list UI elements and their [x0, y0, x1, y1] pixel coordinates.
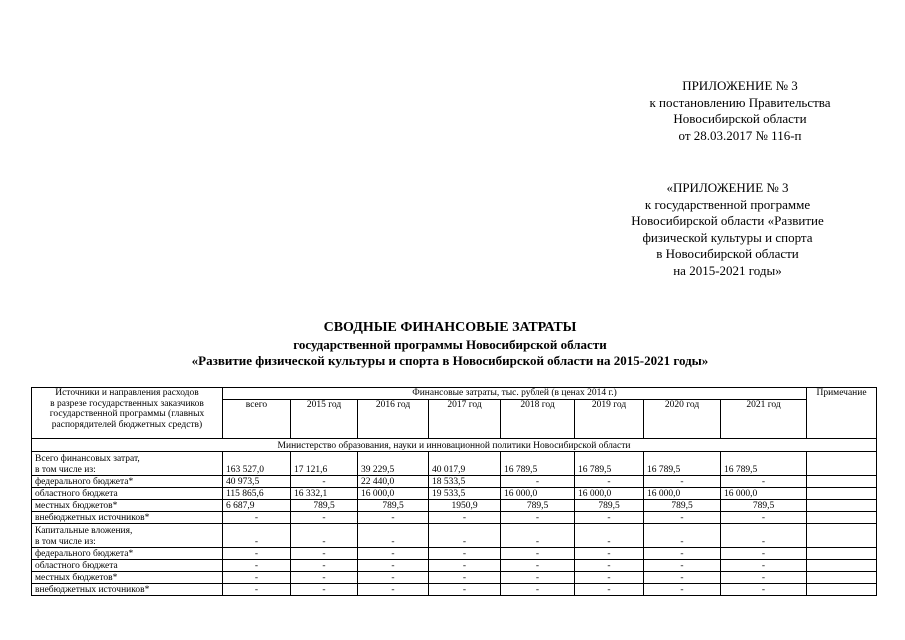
row-label-line: Капитальные вложения, [35, 526, 133, 536]
year-column-header: 2021 год [721, 400, 807, 439]
value-cell: 789,5 [291, 500, 358, 512]
financial-costs-table [31, 387, 877, 596]
source-header-line: государственной программы (главных [49, 409, 205, 419]
table-row [32, 584, 877, 596]
row-label: областного бюджета [32, 488, 223, 500]
value-cell: - [644, 560, 721, 572]
value-cell: - [575, 584, 644, 596]
value-cell: - [575, 476, 644, 488]
value-cell: - [223, 524, 291, 548]
value-cell: - [291, 512, 358, 524]
value-cell: - [721, 548, 807, 560]
section-header-row [32, 439, 877, 452]
table-row [32, 560, 877, 572]
value-cell: 17 121,6 [291, 452, 358, 476]
value-cell: - [291, 584, 358, 596]
value-cell: 789,5 [575, 500, 644, 512]
appendix-1-line: ПРИЛОЖЕНИЕ № 3 [682, 78, 798, 93]
year-column-header: 2017 год [429, 400, 501, 439]
value-cell: 16 000,0 [575, 488, 644, 500]
value-cell: - [575, 560, 644, 572]
note-header-cell: Примечание [807, 388, 877, 439]
value-cell: - [223, 572, 291, 584]
value-cell: - [644, 572, 721, 584]
appendix-1-header [620, 78, 860, 144]
note-cell [807, 548, 877, 560]
value-cell: - [644, 476, 721, 488]
year-column-header: 2018 год [501, 400, 575, 439]
row-label: внебюджетных источников* [32, 584, 223, 596]
value-cell: - [721, 560, 807, 572]
row-label: федерального бюджета* [32, 476, 223, 488]
source-header-line: распорядителей бюджетных средств) [51, 419, 203, 430]
value-cell: - [575, 524, 644, 548]
value-cell: - [644, 548, 721, 560]
note-cell [807, 524, 877, 548]
row-label: местных бюджетов* [32, 572, 223, 584]
row-label: областного бюджета [32, 560, 223, 572]
value-cell: - [358, 512, 429, 524]
value-cell: - [429, 512, 501, 524]
value-cell: - [501, 476, 575, 488]
table-row [32, 548, 877, 560]
value-cell: - [644, 524, 721, 548]
table-row [32, 488, 877, 500]
table-row [32, 572, 877, 584]
note-cell [807, 488, 877, 500]
value-cell: - [429, 560, 501, 572]
value-cell: 16 789,5 [644, 452, 721, 476]
value-cell: - [291, 476, 358, 488]
source-header-cell [32, 388, 223, 439]
value-cell: - [223, 584, 291, 596]
row-label-line: в том числе из: [35, 536, 96, 547]
value-cell: 163 527,0 [223, 452, 291, 476]
appendix-1-line: Новосибирской области [673, 111, 807, 126]
value-cell: - [501, 548, 575, 560]
value-cell: 16 000,0 [358, 488, 429, 500]
value-cell: - [501, 512, 575, 524]
value-cell: - [575, 572, 644, 584]
year-column-header: 2016 год [358, 400, 429, 439]
value-cell: - [721, 476, 807, 488]
appendix-2-line: «ПРИЛОЖЕНИЕ № 3 [666, 180, 789, 195]
value-cell: - [501, 524, 575, 548]
value-cell: - [291, 548, 358, 560]
value-cell: - [644, 584, 721, 596]
source-header-line: в разрезе государственных заказчиков [50, 398, 204, 409]
appendix-1-line: от 28.03.2017 № 116-п [678, 127, 802, 143]
value-cell: 1950,9 [429, 500, 501, 512]
value-cell: 16 000,0 [721, 488, 807, 500]
value-cell: - [721, 524, 807, 548]
note-cell [807, 500, 877, 512]
value-cell: 789,5 [721, 500, 807, 512]
value-cell: 22 440,0 [358, 476, 429, 488]
value-cell: - [358, 572, 429, 584]
value-cell: - [358, 584, 429, 596]
value-cell: 789,5 [644, 500, 721, 512]
appendix-2-line: в Новосибирской области [656, 246, 799, 261]
value-cell: - [721, 584, 807, 596]
value-cell: - [575, 548, 644, 560]
section-header-cell: Министерство образования, науки и инновационной политики Новосибирской области [32, 439, 877, 452]
row-label: федерального бюджета* [32, 548, 223, 560]
note-cell [807, 452, 877, 476]
value-cell: 789,5 [358, 500, 429, 512]
row-label-line: Всего финансовых затрат, [35, 454, 140, 464]
table-row [32, 452, 877, 476]
value-cell: - [429, 584, 501, 596]
year-column-header: всего [223, 400, 291, 439]
value-cell: - [291, 560, 358, 572]
appendix-1-line: к постановлению Правительства [649, 94, 831, 110]
value-cell: 16 789,5 [575, 452, 644, 476]
value-cell: 39 229,5 [358, 452, 429, 476]
value-cell: - [575, 512, 644, 524]
title-line-1: СВОДНЫЕ ФИНАНСОВЫЕ ЗАТРАТЫ [323, 320, 577, 335]
table-header-row [32, 388, 877, 400]
value-cell: 16 789,5 [721, 452, 807, 476]
row-label: внебюджетных источников* [32, 512, 223, 524]
value-cell: - [429, 548, 501, 560]
year-column-header: 2015 год [291, 400, 358, 439]
row-label [32, 524, 223, 548]
value-cell: - [501, 560, 575, 572]
value-cell: 40 973,5 [223, 476, 291, 488]
value-cell: - [223, 548, 291, 560]
note-cell [807, 512, 877, 524]
value-cell: - [501, 584, 575, 596]
title-line-2: государственной программы Новосибирской области [293, 336, 607, 352]
table-row [32, 500, 877, 512]
appendix-2-header [600, 180, 855, 279]
value-cell: 115 865,6 [223, 488, 291, 500]
appendix-2-line: физической культуры и спорта [642, 229, 813, 245]
value-cell: - [291, 524, 358, 548]
value-cell: - [429, 572, 501, 584]
value-cell: - [721, 572, 807, 584]
value-cell: 16 000,0 [501, 488, 575, 500]
note-cell [807, 476, 877, 488]
title-line-3: «Развитие физической культуры и спорта в Новосибирской области на 2015-2021 годы» [191, 353, 709, 368]
appendix-2-line: Новосибирской области «Развитие [631, 213, 824, 228]
note-cell [807, 572, 877, 584]
appendix-2-line: на 2015-2021 годы» [673, 262, 782, 278]
source-header-line: Источники и направления расходов [55, 388, 199, 398]
value-cell: - [501, 572, 575, 584]
value-cell: - [223, 512, 291, 524]
table-row [32, 524, 877, 548]
value-cell: 16 000,0 [644, 488, 721, 500]
value-cell: 19 533,5 [429, 488, 501, 500]
value-cell: - [721, 512, 807, 524]
value-cell: 16 789,5 [501, 452, 575, 476]
year-column-header: 2020 год [644, 400, 721, 439]
value-cell: - [223, 560, 291, 572]
value-cell: - [358, 524, 429, 548]
row-label-line: в том числе из: [35, 464, 96, 475]
financial-header-cell: Финансовые затраты, тыс. рублей (в ценах 2014 г.) [223, 388, 807, 400]
value-cell: 18 533,5 [429, 476, 501, 488]
table-row [32, 512, 877, 524]
note-cell [807, 560, 877, 572]
year-column-header: 2019 год [575, 400, 644, 439]
value-cell: 789,5 [501, 500, 575, 512]
value-cell: - [644, 512, 721, 524]
document-title [120, 320, 780, 370]
value-cell: - [358, 560, 429, 572]
value-cell: 40 017,9 [429, 452, 501, 476]
note-cell [807, 584, 877, 596]
row-label: местных бюджетов* [32, 500, 223, 512]
value-cell: 6 687,9 [223, 500, 291, 512]
appendix-2-line: к государственной программе [644, 196, 811, 212]
table-row [32, 476, 877, 488]
row-label [32, 452, 223, 476]
value-cell: 16 332,1 [291, 488, 358, 500]
value-cell: - [429, 524, 501, 548]
value-cell: - [291, 572, 358, 584]
value-cell: - [358, 548, 429, 560]
